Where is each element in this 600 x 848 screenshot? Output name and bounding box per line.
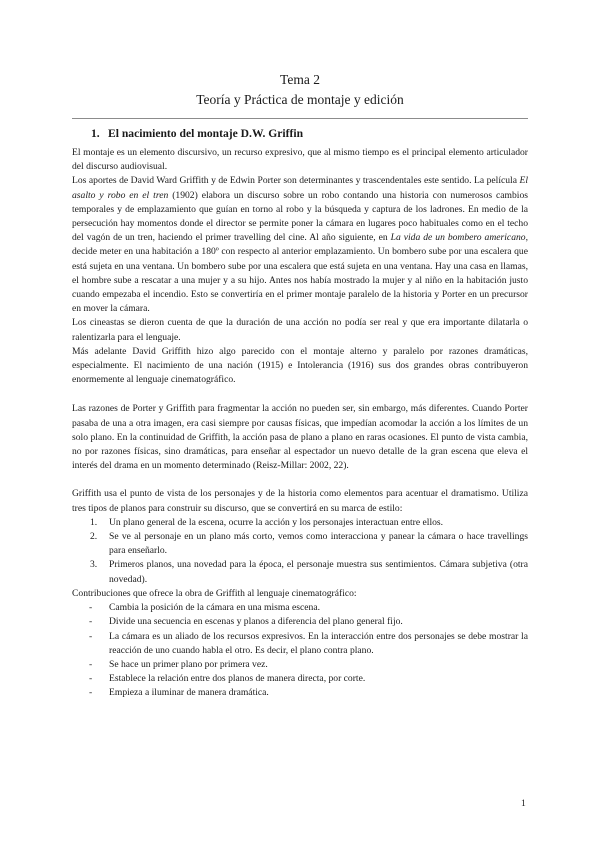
film-title: El asalto y robo en el tren (72, 175, 528, 201)
paragraph-text: Los aportes de David Ward Griffith y de Edwin Porter son determinantes y trascendentales este sentido. La película (72, 175, 520, 187)
list-marker: - (89, 673, 93, 685)
list-item (72, 615, 528, 629)
list-marker: - (89, 602, 93, 614)
list-marker: 1. (90, 516, 98, 528)
document-title-line1: Tema 2 (280, 72, 320, 87)
list-marker: - (89, 687, 93, 699)
document-title-line2: Teoría y Práctica de montaje y edición (196, 92, 404, 107)
film-title: La vida de un bombero americano, (390, 232, 528, 244)
list-item-text: Divide una secuencia en escenas y planos a diferencia del plano general fijo. (109, 616, 403, 628)
title-divider (72, 118, 528, 119)
page-number: 1 (521, 798, 526, 809)
contributions-list (72, 601, 528, 700)
section-heading (91, 127, 303, 140)
list-marker: - (89, 658, 93, 670)
plan-types-list (72, 516, 528, 587)
list-item (72, 601, 528, 615)
paragraph-filmmakers: Los cineastas se dieron cuenta de que la duración de una acción no podía ser real y que era importante dilatarla o ralentizarla para el lenguaje. (72, 317, 528, 343)
paragraph-intro: El montaje es un elemento discursivo, un recurso expresivo, que al mismo tiempo es el principal elemento articulador del discurso audiovisual. (72, 147, 528, 173)
paragraph-griffith: Más adelante David Griffith hizo algo parecido con el montaje alterno y paralelo por razones dramáticas, especialmente. El nacimiento de una nación (1915) e Intolerancia (1916) sus dos grandes obras contribuyeron enormemente al lenguaje cinematográfico. (72, 345, 528, 386)
list-item-text: Primeros planos, una novedad para la época, el personaje muestra sus sentimientos. Cámara subjetiva (otra novedad). (109, 559, 528, 585)
list-item-text: Se hace un primer plano por primera vez. (109, 658, 268, 670)
paragraph-text: (1902) elabora un discurso sobre un robo contando una historia con numerosos cambios temporales y de emplazamiento que guían en torno al robo y la búsqueda y captura de los ladrones. En medio de la persecución hay momentos donde el director se permite poner la cámara en lugares poco habituales como en el techo del vagón de un tren, haciendo el primer travelling del cine. Al año siguiente, en (72, 189, 528, 244)
paragraph-quote: Las razones de Porter y Griffith para fragmentar la acción no pueden ser, sin embargo, más diferentes. Cuando Porter pasaba de una a otra imagen, era casi siempre por causas físicas, que impedían acomodar la acción a los límites de un solo plano. En la continuidad de Griffith, la acción pasa de plano a plano en raras ocasiones. El punto de vista cambia, no por razones físicas, sino dramáticas, para enseñar al espectador un nuevo detalle de la gran escena que eleva el interés del drama en un momento determinado (Reisz-Millar: 2002, 22). (72, 403, 528, 472)
section-title: El nacimiento del montaje D.W. Griffin (108, 127, 304, 140)
list-item-text: Empieza a iluminar de manera dramática. (109, 687, 269, 699)
list-item (72, 672, 528, 686)
list-marker: - (89, 616, 93, 628)
list-item (72, 686, 528, 700)
list-item (72, 516, 528, 530)
list-item-text: Establece la relación entre dos planos de manera directa, por corte. (109, 673, 366, 685)
list-marker: 2. (90, 531, 98, 543)
paragraph-text: decide meter en una habitación a 180º con respecto al anterior emplazamiento. Un bombero sube por una escalera que está sujeta en una ventana. Un bombero sube por una escalera que está sujeta en una ventana. Hay una casa en llamas, el hombre sube a rescatar a una mujer y a su hijo. Antes nos había mostrado la mujer y al niño en la habitación justo cuando empezaba el incendio. Esto se convertiría en el primer montaje paralelo de la historia y Porter en un precursor en mover la cámara. (72, 246, 528, 315)
section-number: 1. (91, 127, 100, 140)
paragraph-point-of-view: Griffith usa el punto de vista de los personajes y de la historia como elementos para acentuar el dramatismo. Utiliza tres tipos de planos para construir su discurso, que se convertirá en su marca de estilo: (72, 488, 528, 514)
list-marker: - (89, 630, 93, 642)
list-item-text: La cámara es un aliado de los recursos expresivos. En la interacción entre dos personajes se debe mostrar la reacción de uno cuando habla el otro. Es decir, el plano contra plano. (109, 630, 528, 656)
list-item (72, 630, 528, 658)
list-item-text: Cambia la posición de la cámara en una misma escena. (109, 602, 320, 614)
paragraph-porter (72, 174, 528, 316)
list-item (72, 530, 528, 558)
list-item (72, 658, 528, 672)
list-item-text: Se ve al personaje en un plano más corto, vemos como interacciona y panear la cámara o hace travellings para enseñarlo. (109, 531, 528, 557)
document-body (72, 146, 528, 701)
list-marker: 3. (90, 559, 98, 571)
list-item (72, 558, 528, 586)
list-item-text: Un plano general de la escena, ocurre la acción y los personajes interactuan entre ellos. (109, 516, 444, 528)
paragraph-contributions: Contribuciones que ofrece la obra de Griffith al lenguaje cinematográfico: (72, 587, 357, 599)
